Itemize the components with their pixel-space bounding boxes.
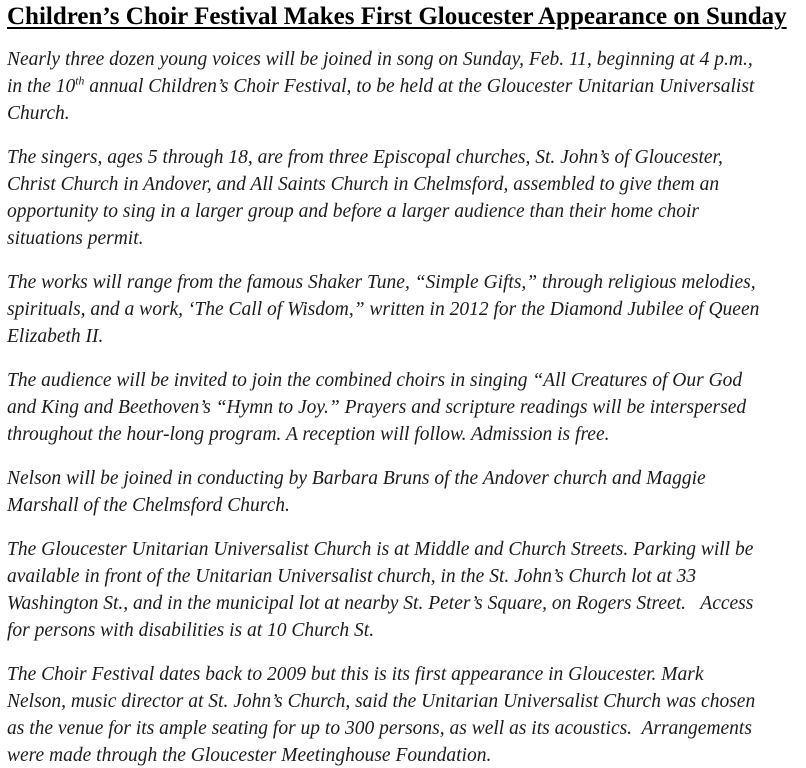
paragraph-4 bbox=[7, 367, 798, 448]
article-title: Children’s Choir Festival Makes First Gloucester Appearance on Sunday bbox=[7, 3, 787, 30]
text-line: Washington St., and in the municipal lot at nearby St. Peter’s Square, on Rogers Street. Access bbox=[7, 593, 754, 614]
text-line: opportunity to sing in a larger group and before a larger audience than their home choir bbox=[7, 201, 700, 222]
paragraph-5 bbox=[7, 465, 798, 519]
text-line: Nelson, music director at St. John’s Church, said the Unitarian Universalist Church was chosen bbox=[7, 691, 756, 712]
text-line: were made through the Gloucester Meetinghouse Foundation. bbox=[7, 745, 492, 766]
text-line: The singers, ages 5 through 18, are from three Episcopal churches, St. John’s of Gloucester, bbox=[7, 147, 723, 168]
text-line: in the 10th annual Children’s Choir Festival, to be held at the Gloucester Unitarian Universalist bbox=[7, 74, 755, 97]
text-line: situations permit. bbox=[7, 228, 144, 249]
ordinal-superscript: th bbox=[75, 74, 85, 88]
text-line: Elizabeth II. bbox=[7, 326, 104, 347]
text-line: The works will range from the famous Shaker Tune, “Simple Gifts,” through religious melodies, bbox=[7, 272, 756, 293]
text-line: and King and Beethoven’s “Hymn to Joy.” Prayers and scripture readings will be interspersed bbox=[7, 397, 747, 418]
text-line: Christ Church in Andover, and All Saints Church in Chelmsford, assembled to give them an bbox=[7, 174, 720, 195]
paragraph-7 bbox=[7, 661, 798, 768]
text-line: Nearly three dozen young voices will be joined in song on Sunday, Feb. 11, beginning at 4 p.m., bbox=[7, 49, 753, 70]
text-line: Marshall of the Chelmsford Church. bbox=[7, 495, 290, 516]
text-line: as the venue for its ample seating for up to 300 persons, as well as its acoustics. Arrangements bbox=[7, 718, 752, 739]
text-line: Nelson will be joined in conducting by Barbara Bruns of the Andover church and Maggie bbox=[7, 468, 706, 489]
text-line: available in front of the Unitarian Universalist church, in the St. John’s Church lot at 33 bbox=[7, 566, 697, 587]
text-line: spirituals, and a work, ‘The Call of Wisdom,” written in 2012 for the Diamond Jubilee of Queen bbox=[7, 299, 760, 320]
text-line: The Choir Festival dates back to 2009 but this is its first appearance in Gloucester. Mark bbox=[7, 664, 704, 685]
paragraph-1 bbox=[7, 46, 798, 127]
paragraph-3 bbox=[7, 269, 798, 350]
text-line: throughout the hour-long program. A reception will follow. Admission is free. bbox=[7, 424, 610, 445]
paragraph-6 bbox=[7, 536, 798, 644]
paragraph-2 bbox=[7, 144, 798, 252]
article-body bbox=[7, 46, 798, 768]
text-line: Church. bbox=[7, 103, 70, 124]
text-line: The Gloucester Unitarian Universalist Church is at Middle and Church Streets. Parking will be bbox=[7, 539, 754, 560]
text-line: for persons with disabilities is at 10 Church St. bbox=[7, 620, 375, 641]
text-line: The audience will be invited to join the combined choirs in singing “All Creatures of Our God bbox=[7, 370, 743, 391]
